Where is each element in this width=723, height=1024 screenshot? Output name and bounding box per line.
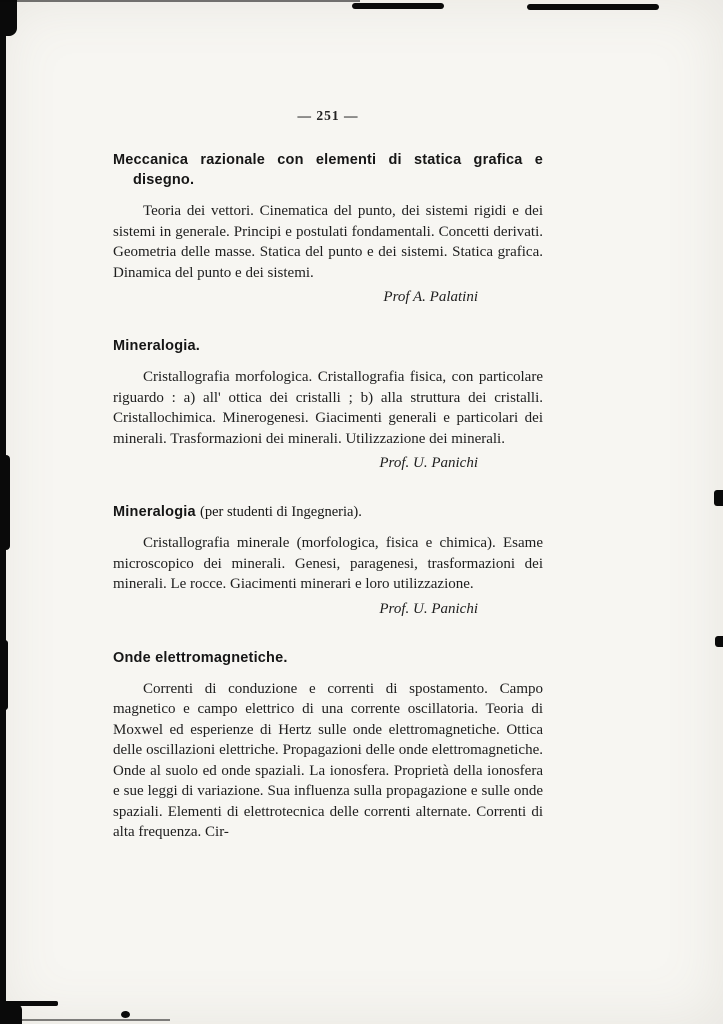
scan-artifact-left-edge-low <box>0 640 8 710</box>
page-number: — 251 — <box>297 108 359 123</box>
scan-artifact-top-left-blob <box>0 0 17 36</box>
course-heading <box>113 336 543 356</box>
course-description: Cristallografia morfologica. Cristallografia fisica, con particolare riguardo : a) all' ottica dei cristalli ; b) alla struttura dei cristalli. Cristallochimica. Minerogenesi. Giacimenti generali e particolari dei minerali. Trasformazioni dei minerali. Utilizzazione dei minerali. <box>113 369 543 447</box>
scan-artifact-top-dash-2 <box>527 4 659 10</box>
course-heading-bold: Mineralogia. <box>113 338 200 354</box>
professor-signature: Prof. U. Panichi <box>379 455 478 471</box>
scan-artifact-bottom-dot <box>121 1011 130 1018</box>
course-description: Cristallografia minerale (morfologica, fisica e chimica). Esame microscopico dei minerali. Genesi, paragenesi, trasformazioni dei minerali. Le rocce. Giacimenti minerari e loro utilizzazione. <box>113 535 543 592</box>
course-heading-suffix: (per studenti di Ingegneria). <box>200 504 362 520</box>
course-section-onde-elettromagnetiche <box>113 648 543 843</box>
scan-artifact-bottom-hairline <box>20 1019 170 1021</box>
scan-artifact-right-tick-1 <box>714 490 723 506</box>
page-content <box>113 108 543 873</box>
course-description: Correnti di conduzione e correnti di spostamento. Campo magnetico e campo elettrico di una corrente oscillatoria. Teoria di Moxwel ed esperienze di Hertz sulle onde elettromagnetiche. Ottica delle oscillazioni elettriche. Propagazioni delle onde elettromagnetiche. Onde al suolo ed onde spaziali. La ionosfera. Proprietà della ionosfera e sue leggi di variazione. Sua influenza sulla propagazione e sulle onde spaziali. Elementi di elettrotecnica delle correnti alternate. Correnti di alta frequenza. Cir- <box>113 680 543 840</box>
course-heading-bold: Mineralogia <box>113 504 196 520</box>
professor-signature: Prof A. Palatini <box>383 289 478 305</box>
course-heading <box>113 502 543 522</box>
scan-artifact-bottom-blob <box>0 1004 22 1024</box>
course-section-mineralogia <box>113 336 543 472</box>
scan-artifact-right-tick-2 <box>715 636 723 647</box>
course-section-meccanica-razionale <box>113 150 543 306</box>
scan-artifact-left-edge-mid <box>0 455 10 550</box>
scan-artifact-top-hairline <box>0 0 360 2</box>
course-section-mineralogia-ingegneria <box>113 502 543 618</box>
course-heading <box>113 150 543 190</box>
course-description: Teoria dei vettori. Cinematica del punto, dei sistemi rigidi e dei sistemi in generale. Principi e postulati fondamentali. Concetti derivati. Geometria delle masse. Statica del punto e dei sistemi. Statica grafica. Dinamica del punto e dei sistemi. <box>113 203 543 281</box>
course-heading-bold: Meccanica razionale con elementi di statica grafica e disegno. <box>113 152 543 188</box>
course-heading <box>113 648 543 668</box>
professor-signature: Prof. U. Panichi <box>379 600 478 617</box>
course-heading-bold: Onde elettromagnetiche. <box>113 649 288 666</box>
scan-artifact-top-dash-1 <box>352 3 444 9</box>
